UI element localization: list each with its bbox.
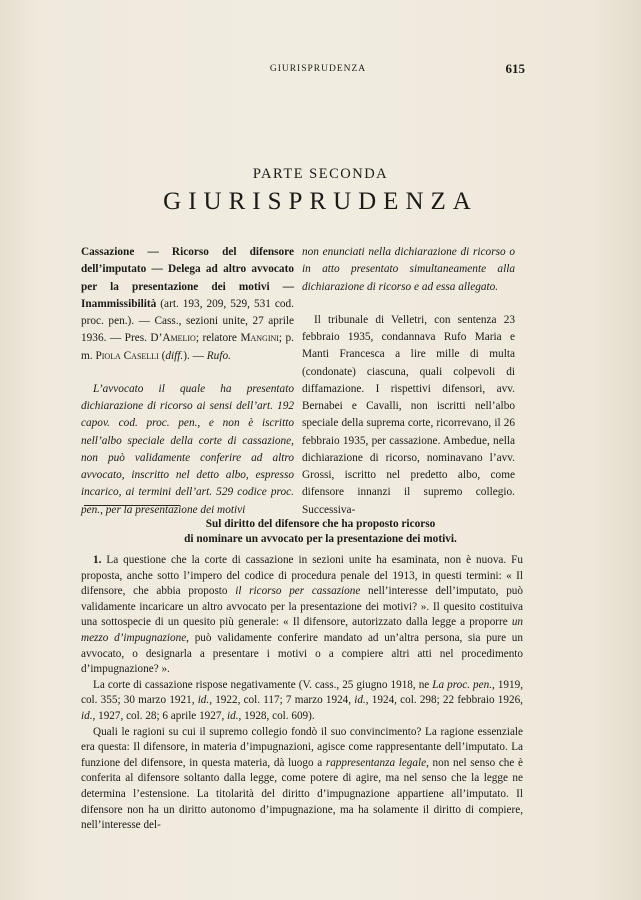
case-heading-sep: ; p. m.: [81, 332, 295, 362]
case-body: Il tribunale di Velletri, con sentenza 23 febbraio 1935, condannava Rufo Maria e Manti Francesca a lire mille di multa (condonate) ciascuna, quali colpevoli di diffamazione. I rispettivi difensori, avv. Bernabei e Cavalli, non iscritti nell’albo speciale della suprema corte, ricorrevano, il 26 febbraio 1935, per cassazione. Ambedue, nella dichiarazione di ricorso, nominavano l’avv. Grossi, iscritto nel predetto albo, come difensore innanzi il supremo collegio. Successiva-: [302, 313, 515, 516]
note-text-italic: id.: [354, 694, 366, 707]
divider-rule: [84, 505, 180, 506]
note-text: Quali le ragioni su cui il supremo collegio fondò il suo convincimento? La ragione essenziale era questa: Il difensore, in materia d’impugnazioni, agisce come rappresentante dell’imputato. La funzione del difensore, in questa materia, dà luogo a: [81, 725, 523, 769]
running-head: GIURISPRUDENZA: [269, 64, 367, 74]
note-text: , 1919, col. 355; 30 marzo 1921,: [81, 678, 523, 707]
case-heading: [81, 244, 294, 365]
note-text: La corte di cassazione rispose negativamente (V. cass., 25 giugno 1918, ne: [93, 678, 433, 691]
note-title-line: Sul diritto del difensore che ha proposto ricorso: [205, 518, 436, 530]
note-text-italic: id.: [227, 709, 239, 722]
massima-continued: non enunciati nella dichiarazione di ricorso o in atto presentato simultaneamente alla dichiarazione di ricorso e ad essa allegato.: [302, 246, 515, 293]
note-text: , 1927, col. 28; 6 aprile 1927,: [92, 709, 228, 722]
spacer: [81, 365, 294, 381]
case-heading-sep: ; relatore: [195, 332, 241, 345]
part-heading: PARTE SECONDA: [252, 166, 389, 182]
note-text-italic: un mezzo d’impugnazione: [81, 616, 523, 644]
note-paragraph: [81, 725, 523, 834]
page-number: 615: [505, 61, 525, 76]
note-body: [81, 553, 523, 834]
note-text: , 1922, col. 117; 7 marzo 1924,: [209, 694, 355, 707]
note-text-italic: rappresentanza legale: [325, 756, 427, 769]
right-column: [302, 244, 515, 519]
note-text: , può validamente conferire mandato ad un’altra persona, sia pure un avvocato, o designarla a presentare i motivi o a compiere altri atti nel procedimento d’impugnazione? ».: [81, 631, 523, 676]
case-heading-sep: (: [158, 349, 166, 362]
note-text: La questione che la corte di cassazione in sezioni unite ha esaminata, non è nuova. Fu proposta, anche sotto l’impero del codice di procedura penale del 1913, in questi termini: « Il difensore, che abbia proposto: [81, 554, 523, 598]
note-text: , non nel senso che è conferita al difensore soltanto dalla legge, come potere di agire, ma nel senso che la legge ne determina l’estensione. La titolarità del diritto d’impugnazione appartiene all’imputato. Il difensore non ha un diritto autonomo d’impugnazione, ma ha solamente il diritto di compiere, nell’interesse del-: [81, 756, 523, 832]
note-text-italic: La proc. pen.: [432, 678, 492, 691]
section-title: GIURISPRUDENZA: [163, 188, 478, 215]
relatore-name: Mangini: [240, 332, 279, 345]
case-heading-sep: ). —: [183, 349, 207, 362]
note-text-italic: il ricorso per cassazione: [235, 585, 361, 598]
spacer: [302, 296, 515, 312]
note-text: nell’interesse dell’imputato, può validamente incaricare un altro avvocato per la presentazione dei motivi? ». Il quesito costituiva una sottospecie di un quesito più generale: « Il difensore, autorizzato dalla legge a proporre: [81, 585, 523, 629]
note-paragraph: [81, 678, 523, 725]
left-column: [81, 244, 294, 519]
case-heading-refs: (art. 193, 209, 529, 531 cod. proc. pen.). — Cass., sezioni unite, 27 aprile 1936. — Pres. D’: [81, 297, 294, 345]
pm-name: Piola Caselli: [95, 349, 159, 362]
case-heading-bold: Cassazione — Ricorso del difensore dell’imputato — Delega ad altro avvocato per la presentazione dei motivi — Inammissibilità: [81, 246, 294, 310]
party-name: Rufo.: [206, 349, 231, 362]
note-text-italic: id.: [197, 694, 210, 707]
massima: L’avvocato il quale ha presentato dichiarazione di ricorso ai sensi dell’art. 192 capov. cod. proc. pen., e non è iscritto nell’albo speciale della corte di cassazione, non può validamente conferire ad altro avvocato, inscritto nel detto albo, espresso incarico, ai termini dell’art. 529 codice proc. pen., per la presentazione dei motivi: [81, 382, 294, 516]
note-text: , 1928, col. 609).: [238, 709, 315, 722]
note-text: , 1924, col. 298; 22 febbraio 1926,: [365, 694, 523, 707]
president-name: Amelio: [162, 332, 196, 345]
note-title-line: di nominare un avvocato per la presentazione dei motivi.: [184, 533, 457, 545]
diff-note: diff.: [165, 349, 184, 362]
note-title: [60, 517, 581, 547]
note-text-italic: id.: [81, 709, 93, 722]
note-paragraph: [81, 553, 523, 678]
paragraph-number: 1.: [93, 554, 102, 566]
